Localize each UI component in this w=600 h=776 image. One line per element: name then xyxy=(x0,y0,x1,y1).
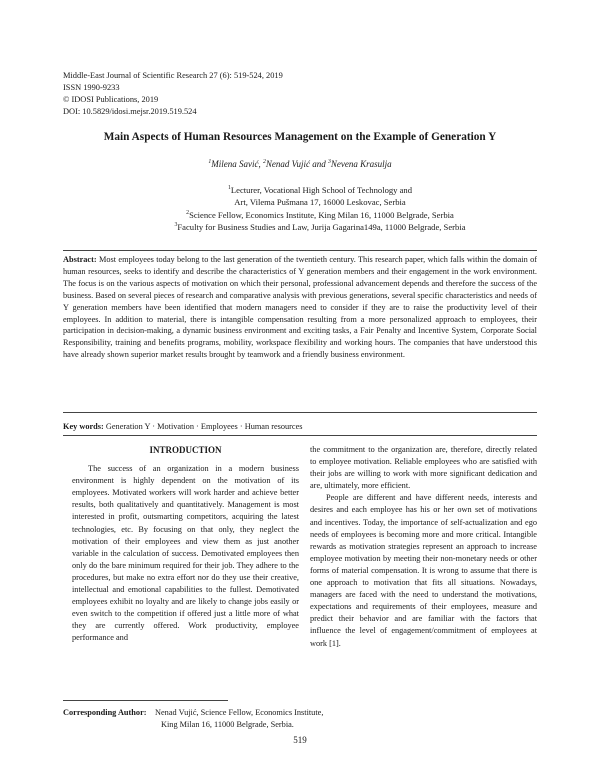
keyword: Employees xyxy=(200,422,238,431)
author-1-name: Milena Savić xyxy=(211,159,259,169)
keyword: Human resources xyxy=(244,422,303,431)
body-paragraph: the commitment to the organization are, therefore, directly related to employee motivation. Reliable employees who are satisfied with their jobs are willing to work with more significant dedication and are, ultimately, more efficient. xyxy=(310,445,537,491)
keywords-label: Key words: xyxy=(63,422,104,431)
corr-line2: King Milan 16, 11000 Belgrade, Serbia. xyxy=(161,720,294,729)
abstract-text: Most employees today belong to the last generation of the twentieth century. This research paper, which falls within the domain of human resources, seeks to identify and describe the characteristics of Y generation members and their engagement in the work environment. The focus is on the various aspects of motivation on which their personal, professional advancement depends and therefore the success of the business. Based on several pieces of research and comparative analysis with previous generations, several specific characteristics and needs of Y generation members have been identified that modern managers need to consider if they are to raise the productivity level of their employees. In addition to material, there is intangible compensation resulting from a more personalized approach to employees, their participation in decision-making, a dynamic business environment and exciting tasks, a Fair Penalty and Incentive System, Corporate Social Responsibility, training and benefits programs, mobility, workspace flexibility and working hours. The companies that have understood this have already shown superior market results brought by teamwork and a friendly business environment. xyxy=(63,255,537,360)
abstract-label: Abstract: xyxy=(63,255,97,264)
author-2-sup: 2 xyxy=(263,159,266,165)
abstract-bottom-rule xyxy=(63,412,537,413)
journal-header xyxy=(63,70,283,118)
keyword-separator: · xyxy=(150,422,158,431)
affiliation-3-sup: 3 xyxy=(174,222,178,229)
affiliation-1-sup: 1 xyxy=(227,185,231,192)
affiliation-3 xyxy=(120,221,520,233)
affiliation-1-line1: Lecturer, Vocational High School of Technology and xyxy=(230,185,413,195)
author-and: and xyxy=(309,159,328,169)
paper-title: Main Aspects of Human Resources Management on the Example of Generation Y xyxy=(103,131,497,143)
doi: DOI: 10.5829/idosi.mejsr.2019.519.524 xyxy=(63,107,197,116)
body-column-left xyxy=(72,444,299,645)
keyword: Generation Y xyxy=(105,422,151,431)
author-1-sup: 1 xyxy=(208,159,212,165)
corr-label: Corresponding Author: xyxy=(63,708,147,717)
keywords xyxy=(63,421,537,433)
keyword-separator: · xyxy=(237,422,245,431)
journal-citation: Middle-East Journal of Scientific Research 27 (6): 519-524, 2019 xyxy=(63,71,283,80)
author-separator: , xyxy=(258,159,263,169)
section-heading: INTRODUCTION xyxy=(149,445,222,455)
body-paragraph: People are different and have different needs, interests and desires and each employee has his or her own set of motivations and incentives. Today, the importance of self-actualization and ego needs of employees is becoming more and more critical. Intangible rewards as motivation strategies represent an approach to increase employee motivation by meeting their non-monetary needs or other forms of material compensation. It is wrong to assume that there is one approach to motivation that fits all situations. Nowadays, managers are faced with the need to understand the motivations, expectations and requirements of their employees, measure and predict their behavior and are familiar with the factors that influence the level of engagement/commitment of employees at work [1]. xyxy=(310,493,537,648)
corr-line1: Nenad Vujić, Science Fellow, Economics Institute, xyxy=(155,708,324,717)
body-column-right xyxy=(310,444,537,650)
copyright: © IDOSI Publications, 2019 xyxy=(63,95,159,104)
affiliation-2-sup: 2 xyxy=(186,209,190,216)
footer-rule xyxy=(63,700,228,701)
affiliation-2 xyxy=(120,209,520,221)
affiliation-1-cont: Art, Vilema Pušmana 17, 16000 Leskovac, Serbia xyxy=(234,197,406,208)
keyword-separator: · xyxy=(193,422,201,431)
author-list xyxy=(0,159,600,169)
affiliations xyxy=(120,184,520,234)
body-paragraph: The success of an organization in a modern business environment is highly dependent on the motivation of its employees. Motivated workers will work harder and achieve better results, both qualitatively and quantitatively. Management is most interested in profit, outsmarting competitors, acquiring the latest technologies, etc. By focusing on that only, they neglect the motivation of their employees and view them as just another variable in the calculation of success. Demotivated employees then only do the bare minimum required for their job. They adhere to the procedures, but make no extra effort nor do they use their creative, intellectual and emotional capabilities to the fullest. Demotivated employees exhibit no loyalty and are likely to change jobs easily or even switch to the competition if offered just a little more of what they are currently offered. Work productivity, employee performance and xyxy=(72,464,299,643)
affiliation-2-line1: Science Fellow, Economics Institute, King Milan 16, 11000 Belgrade, Serbia xyxy=(189,209,454,220)
abstract xyxy=(63,254,537,361)
keywords-rule xyxy=(63,435,537,436)
author-3-sup: 3 xyxy=(327,159,331,165)
abstract-top-rule xyxy=(63,250,537,251)
issn: ISSN 1990-9233 xyxy=(63,83,120,92)
affiliation-1 xyxy=(120,184,520,196)
author-2-name: Nenad Vujić xyxy=(265,159,310,169)
keyword: Motivation xyxy=(157,422,194,431)
page-number: 519 xyxy=(293,735,307,745)
corresponding-author xyxy=(63,707,323,731)
author-3-name: Nevena Krasulja xyxy=(330,159,392,169)
affiliation-3-line1: Faculty for Business Studies and Law, Jurija Gagarina149a, 11000 Belgrade, Serbia xyxy=(177,222,466,233)
